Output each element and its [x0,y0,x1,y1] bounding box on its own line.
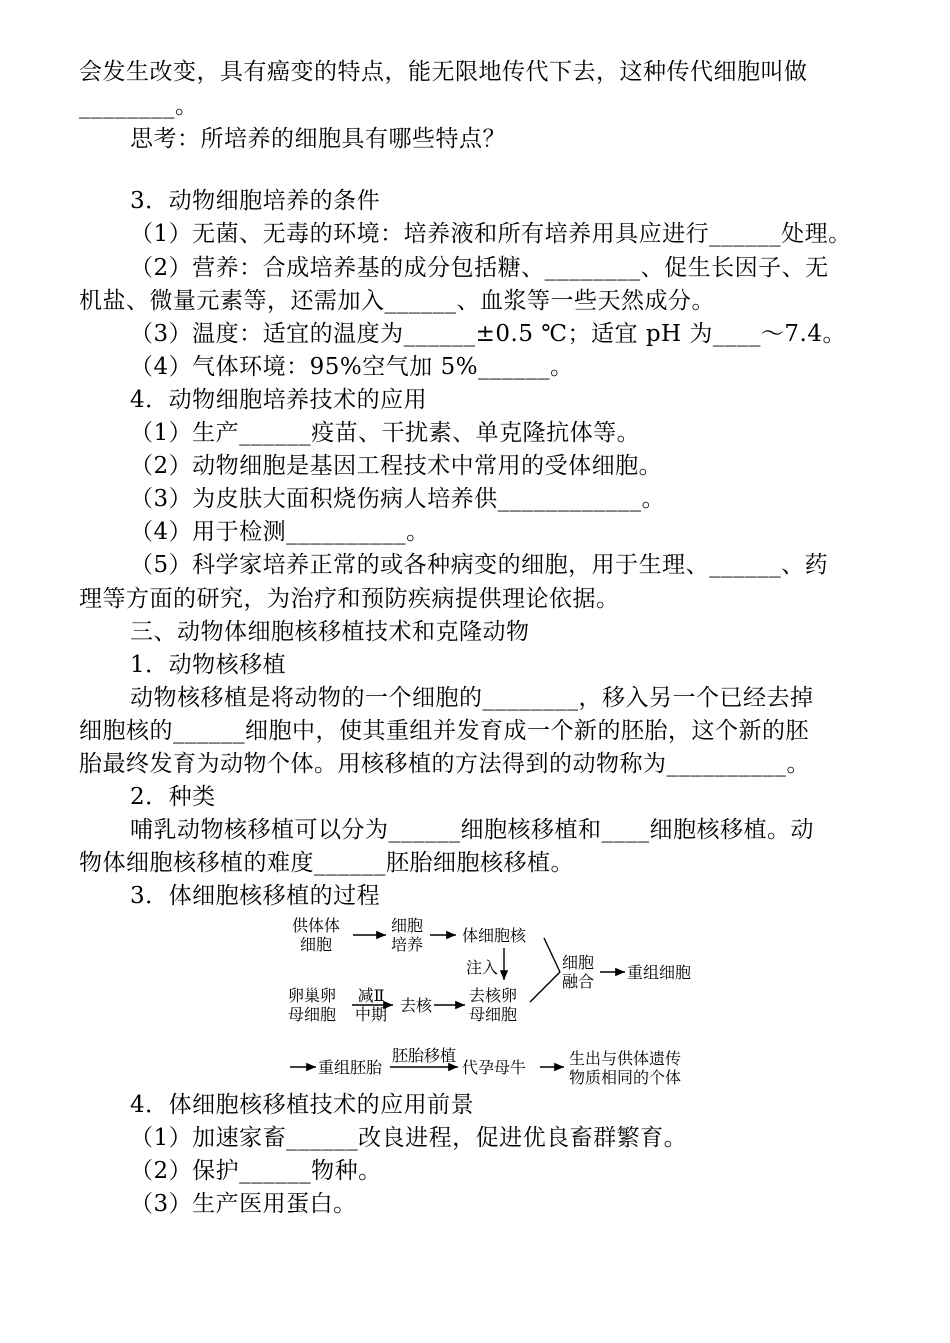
section-heading: 3．动物细胞培养的条件 [130,188,381,214]
node-enucleate: 去核 [400,996,433,1015]
section-heading: 1．动物核移植 [130,652,287,678]
label-cell-culture: 细胞 培养 [391,916,424,954]
label-inject: 注入 [466,958,499,977]
text-line: （4）气体环境：95%空气加 5%______。 [130,354,574,380]
node-somatic-nucleus: 体细胞核 [462,926,527,945]
text-line: （2）保护______物种。 [130,1158,382,1184]
text-line: 动物核移植是将动物的一个细胞的________，移入另一个已经去掉 [130,685,814,711]
section-heading: 4．体细胞核移植技术的应用前景 [130,1092,475,1118]
text-line: （4）用于检测__________。 [130,519,430,545]
label-meiosis-ii: 减Ⅱ 中期 [355,986,388,1024]
text-line: 细胞核的______细胞中，使其重组并发育成一个新的胚胎，这个新的胚 [79,718,809,744]
text-line: 物体细胞核移植的难度______胚胎细胞核移植。 [79,850,574,876]
nuclear-transfer-flow-diagram [280,910,720,1095]
text-line: 胎最终发育为动物个体。用核移植的方法得到的动物称为__________。 [79,751,810,777]
section-heading: 3．体细胞核移植的过程 [130,883,381,909]
text-line: ________。 [79,93,199,119]
section-heading: 2．种类 [130,784,216,810]
text-line: 会发生改变，具有癌变的特点，能无限地传代下去，这种传代细胞叫做 [79,59,808,85]
node-enucleated-oocyte: 去核卵 母细胞 [469,986,518,1024]
node-oocyte: 卵巢卵 母细胞 [288,986,337,1024]
text-line: （3）温度：适宜的温度为______±0.5 ℃；适宜 pH 为____～7.4。 [130,321,847,347]
text-line: （5）科学家培养正常的或各种病变的细胞，用于生理、______、药 [130,552,829,578]
label-embryo-transfer: 胚胎移植 [392,1046,457,1065]
node-recombinant-embryo: 重组胚胎 [318,1058,383,1077]
text-line: （2）动物细胞是基因工程技术中常用的受体细胞。 [130,453,663,479]
text-line: （1）加速家畜______改良进程，促进优良畜群繁育。 [130,1125,688,1151]
chapter-heading: 三、动物体细胞核移植技术和克隆动物 [130,619,530,645]
text-line: 思考：所培养的细胞具有哪些特点？ [130,126,506,152]
text-line: （1）生产______疫苗、干扰素、单克隆抗体等。 [130,420,641,446]
text-line: 理等方面的研究，为治疗和预防疾病提供理论依据。 [79,586,620,612]
text-line: （3）为皮肤大面积烧伤病人培养供____________。 [130,486,666,512]
section-heading: 4．动物细胞培养技术的应用 [130,387,428,413]
label-cell-fusion: 细胞 融合 [562,953,595,991]
text-line: （3）生产医用蛋白。 [130,1191,357,1217]
text-line: 机盐、微量元素等，还需加入______、血浆等一些天然成分。 [79,288,715,314]
node-recombinant-cell: 重组细胞 [627,963,692,982]
text-line: （2）营养：合成培养基的成分包括糖、________、促生长因子、无 [130,255,829,281]
text-line: （1）无菌、无毒的环境：培养液和所有培养用具应进行______处理。 [130,221,852,247]
node-surrogate-cow: 代孕母牛 [462,1058,527,1077]
node-offspring: 生出与供体遗传 物质相同的个体 [569,1049,682,1087]
node-donor-cell: 供体体 细胞 [292,916,341,954]
text-line: 哺乳动物核移植可以分为______细胞核移植和____细胞核移植。动 [130,817,814,843]
